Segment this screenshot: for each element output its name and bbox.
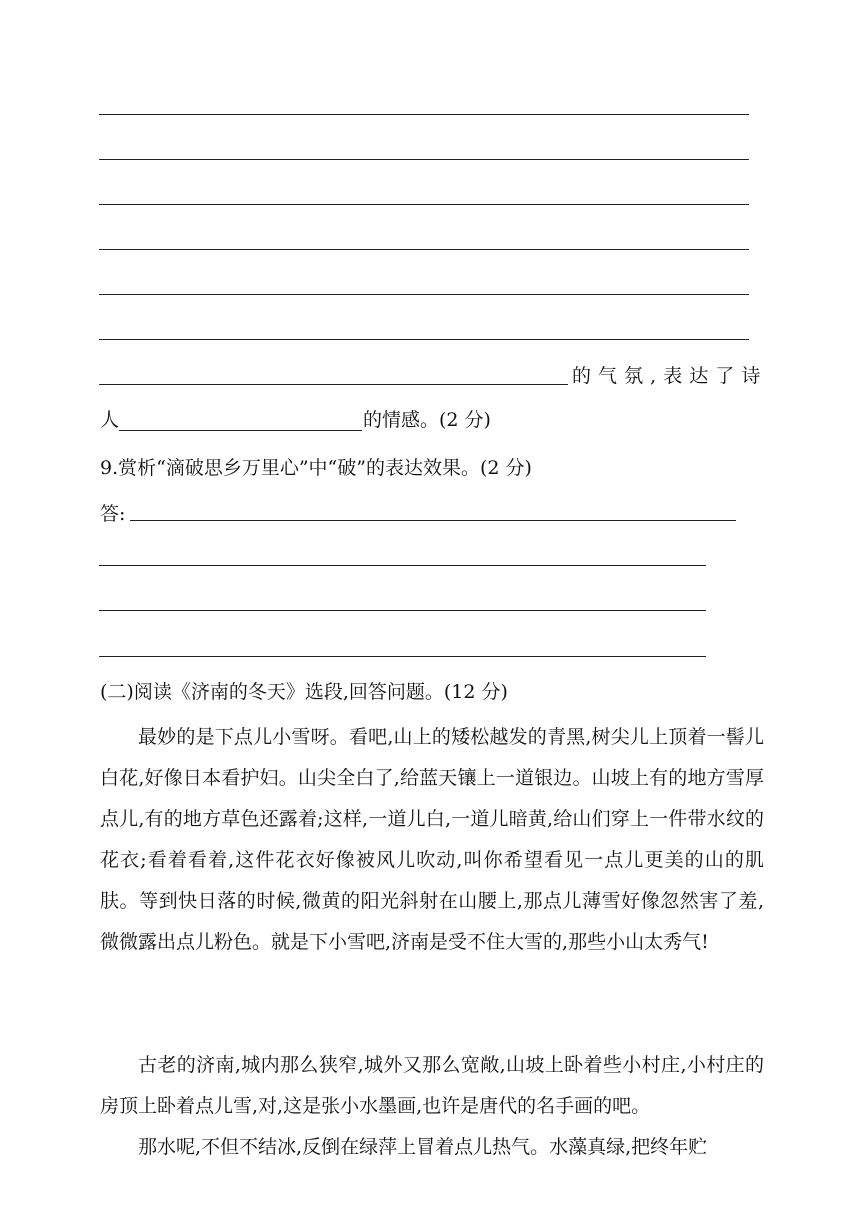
q8-line2-prefix: 人 (100, 409, 120, 431)
q9-answer-line[interactable] (130, 520, 736, 521)
q8-line-end-text: 的 气 氛 , 表 达 了 诗 (572, 365, 761, 387)
section-heading: (二)阅读《济南的冬天》选段,回答问题。(12 分) (100, 681, 508, 703)
answer-line[interactable] (99, 159, 749, 160)
passage-paragraph: 最妙的是下点儿小雪呀。看吧,山上的矮松越发的青黑,树尖儿上顶着一髻儿白花,好像日本看护妇。山尖全白了,给蓝天镶上一道银边。山坡上有的地方雪厚点儿,有的地方草色还露着;这样,一道儿白,一道儿暗黄,给山们穿上一件带水纹的花衣;看着看着,这件花衣好像被风儿吹动,叫你希望看见一点儿更美的山的肌肤。等到快日落的时候,微黄的阳光斜射在山腰上,那点儿薄雪好像忽然害了羞,微微露出点儿粉色。就是下小雪吧,济南是受不住大雪的,那些小山太秀气! (100, 726, 764, 953)
q9-answer-line[interactable] (99, 656, 706, 657)
q9-question: 9.赏析“滴破思乡万里心”中“破”的表达效果。(2 分) (100, 457, 532, 479)
q9-answer-line[interactable] (99, 610, 706, 611)
answer-line[interactable] (99, 339, 749, 340)
q9-answer-line[interactable] (99, 565, 706, 566)
answer-line[interactable] (99, 204, 749, 205)
passage-paragraph: 古老的济南,城内那么狭窄,城外又那么宽敞,山坡上卧着些小村庄,小村庄的房顶上卧着点儿雪,对,这是张小水墨画,也许是唐代的名手画的吧。 (100, 1054, 764, 1117)
answer-line[interactable] (99, 294, 749, 295)
fill-blank-atmosphere[interactable] (99, 384, 568, 385)
answer-line[interactable] (99, 114, 749, 115)
fill-blank-emotion[interactable] (119, 430, 362, 431)
passage-paragraph: 那水呢,不但不结冰,反倒在绿萍上冒着点儿热气。水藻真绿,把终年贮 (138, 1136, 708, 1158)
q9-answer-label: 答: (100, 503, 126, 525)
q8-line2-suffix: 的情感。(2 分) (363, 409, 491, 431)
answer-line[interactable] (99, 249, 749, 250)
